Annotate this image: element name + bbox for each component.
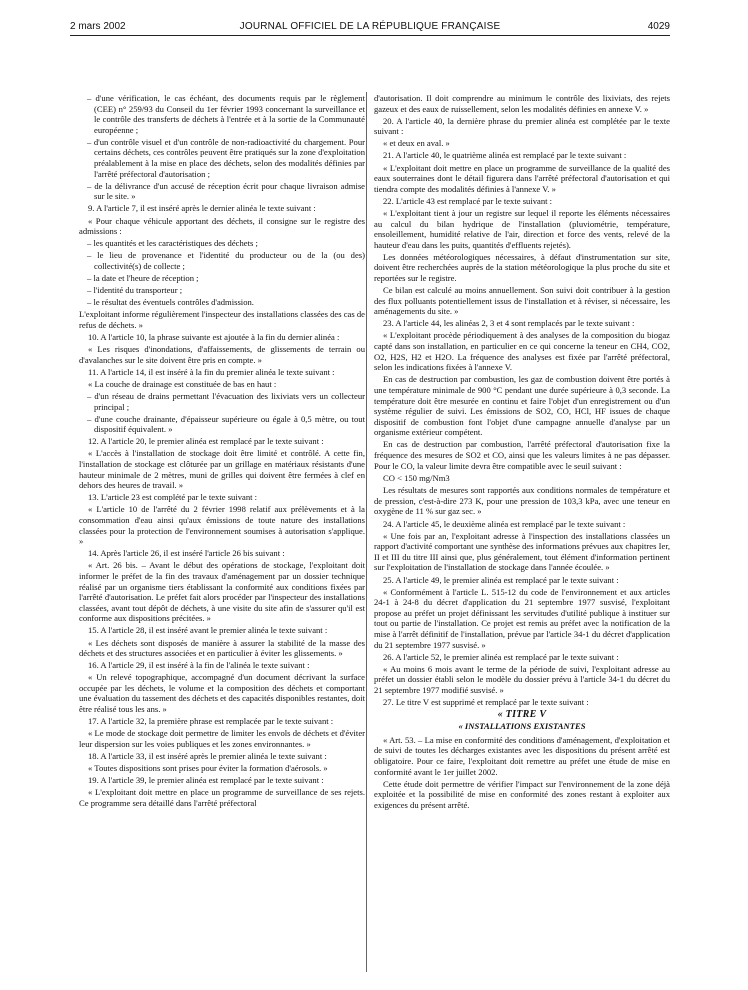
paragraph: 18. A l'article 33, il est inséré après le premier alinéa le texte suivant : — [88, 750, 327, 761]
paragraph: 10. A l'article 10, la phrase suivante est ajoutée à la fin du dernier alinéa : — [88, 331, 340, 342]
paragraph: « Un relevé topographique, accompagné d'un document décrivant la surface occupée par les déchets, le volume et la composition des déchets et comportant une évaluation du tassement des déchets et des capacités disponibles restantes, doit être réalisé tous les ans. » — [79, 672, 365, 715]
paragraph: 21. A l'article 40, le quatrième alinéa est remplacé par le texte suivant : — [383, 150, 627, 161]
list-item: – le résultat des éventuels contrôles d'admission. — [87, 297, 254, 308]
paragraph: « Art. 26 bis. – Avant le début des opérations de stockage, l'exploitant doit informer le préfet de la fin des travaux d'aménagement par un dossier technique réalisé par un organisme tiers établissant la conformité aux conditions fixées par l'arrêté d'autorisation. Le préfet fait alors procéder par l'inspecteur des installations classées, avant tout dépôt de déchets, à une visite du site afin de s'assurer qu'il est conforme aux dispositions précitées. » — [79, 560, 365, 624]
page-header — [70, 19, 670, 35]
paragraph: 12. A l'article 20, le premier alinéa est remplacé par le texte suivant : — [88, 436, 324, 447]
page-number: 4029 — [647, 21, 670, 32]
section-subtitle: « INSTALLATIONS EXISTANTES — [458, 721, 586, 732]
journal-title: JOURNAL OFFICIEL DE LA RÉPUBLIQUE FRANÇAISE — [239, 21, 501, 32]
paragraph: En cas de destruction par combustion, les gaz de combustion doivent être portés à une température minimale de 900 °C pendant une durée supérieure à 0,3 seconde. La température doit être mesurée en continu et faire l'objet d'un enregistrement ou d'un système régulier de suivi. Les émissions de SO2, CO, HCl, HF issues de chaque dispositif de combustion font l'objet d'une campagne annuelle d'analyse par un organisme extérieur compétent. — [374, 374, 670, 438]
paragraph: 20. A l'article 40, la dernière phrase du premier alinéa est complétée par le texte suivant : — [374, 115, 670, 137]
left-column — [79, 93, 365, 810]
paragraph: « L'exploitant doit mettre en place un programme de surveillance de la qualité des eaux souterraines dont le détail figurera dans l'arrêté préfectoral d'autorisation et qui tiendra compte des modalités définies à l'annexe V. » — [374, 162, 670, 194]
paragraph: « Conformément à l'article L. 515-12 du code de l'environnement et aux articles 24-1 à 24-8 du décret d'application du 21 septembre 1977 susvisé, l'exploitant propose au préfet un projet définissant les servitudes d'utilité publique à instituer sur tout ou partie de l'installation. Ce projet est remis au préfet avec la notification de la mise à l'arrêt définitif de l'installation, prévue par l'article 34-1 du décret d'application du 21 septembre 1977 susvisé. » — [374, 586, 670, 650]
list-item: – le lieu de provenance et l'identité du producteur ou de la (ou des) collectivité(s) de collecte ; — [87, 250, 365, 271]
paragraph: 14. Après l'article 26, il est inséré l'article 26 bis suivant : — [88, 548, 285, 559]
paragraph: 23. A l'article 44, les alinéas 2, 3 et 4 sont remplacés par le texte suivant : — [383, 318, 635, 329]
paragraph: 22. L'article 43 est remplacé par le texte suivant : — [383, 195, 553, 206]
paragraph: – de la délivrance d'un accusé de réception écrit pour chaque livraison admise sur le site. » — [87, 180, 365, 202]
paragraph: « L'exploitant doit mettre en place un programme de surveillance de ses rejets. Ce programme sera détaillé dans l'arrêté préfectoral — [79, 787, 365, 808]
list-item: – d'un réseau de drains permettant l'évacuation des lixiviats vers un collecteur principal ; — [87, 390, 365, 412]
paragraph: 26. A l'article 52, le premier alinéa est remplacé par le texte suivant : — [383, 651, 619, 662]
paragraph: « Toutes dispositions sont prises pour éviter la formation d'aérosols. » — [88, 763, 328, 774]
paragraph: « L'accès à l'installation de stockage doit être limité et contrôlé. A cette fin, l'installation de stockage est clôturée par un grillage en matériaux résistants d'une hauteur minimale de 2 mètres, muni de grilles qui doivent être fermées à clef en dehors des heures de travail. » — [79, 448, 365, 491]
paragraph: « L'article 10 de l'arrêté du 2 février 1998 relatif aux prélèvements et à la consommation d'eau ainsi qu'aux émissions de toute nature des installations classées pour la protection de l'environnement soumises à autorisation s'applique. » — [79, 504, 365, 547]
right-column — [374, 93, 670, 812]
paragraph: 25. A l'article 49, le premier alinéa est remplacé par le texte suivant : — [383, 574, 619, 585]
paragraph: « Art. 53. – La mise en conformité des conditions d'aménagement, d'exploitation et de suivi de toutes les décharges existantes avec les dispositions du présent arrêté est obligatoire. Pour ce faire, l'exploitant doit remettre au préfet une étude de mise en conformité avant le 1er juillet 2002. — [374, 734, 670, 777]
paragraph: – d'une vérification, le cas échéant, des documents requis par le règlement (CEE) n° 259/93 du Conseil du 1er février 1993 concernant la surveillance et le contrôle des transferts de déchets à l'entrée et à la sortie de la Communauté européenne ; — [87, 93, 365, 135]
paragraph: En cas de destruction par combustion, l'arrêté préfectoral d'autorisation fixe la fréquence des mesures de SO2 et CO, ainsi que les valeurs limites à ne pas dépasser. Pour le CO, la valeur limite devra être compatible avec le seuil suivant : — [374, 439, 670, 471]
list-item: – les quantités et les caractéristiques des déchets ; — [87, 238, 258, 249]
formula: CO < 150 mg/Nm3 — [383, 472, 450, 483]
column-divider — [366, 92, 367, 972]
paragraph: « La couche de drainage est constituée de bas en haut : — [88, 378, 277, 389]
paragraph: 15. A l'article 28, il est inséré avant le premier alinéa le texte suivant : — [88, 625, 328, 636]
list-item: – d'une couche drainante, d'épaisseur supérieure ou égale à 0,5 mètre, ou tout dispositif équivalent. » — [87, 413, 365, 435]
paragraph: 13. L'article 23 est complété par le texte suivant : — [88, 492, 258, 503]
paragraph: « Pour chaque véhicule apportant des déchets, il consigne sur le registre des admissions : — [79, 215, 365, 237]
paragraph: d'autorisation. Il doit comprendre au minimum le contrôle des lixiviats, des rejets gazeux et des eaux de ruissellement, selon les modalités définies en annexe V. » — [374, 93, 670, 114]
paragraph: « Une fois par an, l'exploitant adresse à l'inspection des installations classées un rapport d'activité comportant une synthèse des informations prévues aux chapitres Ier, II et III du titre III ainsi que, plus généralement, tout élément d'information pertinent sur l'exploitation de l'installation de stockage dans l'année écoulée. » — [374, 530, 670, 573]
paragraph: « et deux en aval. » — [383, 138, 450, 149]
paragraph: 27. Le titre V est supprimé et remplacé par le texte suivant : — [383, 697, 589, 708]
paragraph: 19. A l'article 39, le premier alinéa est remplacé par le texte suivant : — [88, 775, 324, 786]
section-title: « TITRE V — [497, 708, 547, 720]
paragraph: « L'exploitant tient à jour un registre sur lequel il reporte les éléments nécessaires au calcul du bilan hydrique de l'installation (pluviométrie, température, ensoleillement, humidité relative de l'air, direction et force des vents, relevé de la hauteur d'eau dans les puits, quantités d'effluents rejetés). — [374, 207, 670, 250]
paragraph: – d'un contrôle visuel et d'un contrôle de non-radioactivité du chargement. Pour certains déchets, ces contrôles peuvent être pratiqués sur la zone d'exploitation préalablement à la mise en place des déchets, selon des modalités définies par l'arrêté préfectoral d'autorisation ; — [87, 136, 365, 179]
header-rule — [70, 35, 670, 36]
paragraph: 17. A l'article 32, la première phrase est remplacée par le texte suivant : — [88, 716, 334, 727]
paragraph: 9. A l'article 7, il est inséré après le dernier alinéa le texte suivant : — [88, 203, 316, 214]
paragraph: Les résultats de mesures sont rapportés aux conditions normales de température et de pression, c'est-à-dire 273 K, pour une pression de 103,3 kPa, avec une teneur en oxygène de 11 % sur gaz sec. » — [374, 485, 670, 517]
list-item: – l'identité du transporteur ; — [87, 285, 183, 296]
list-item: – la date et l'heure de réception ; — [87, 273, 199, 283]
paragraph: L'exploitant informe régulièrement l'inspecteur des installations classées des cas de refus de déchets. » — [79, 309, 365, 330]
paragraph: « L'exploitant procède périodiquement à des analyses de la composition du biogaz capté dans son installation, en particulier en ce qui concerne la teneur en CH4, CO2, O2, H2S, H2 et H2O. La fréquence des analyses est fixée par l'arrêté préfectoral, selon les indications fixées à l'annexe V. — [374, 330, 670, 373]
paragraph: « Au moins 6 mois avant le terme de la période de suivi, l'exploitant adresse au préfet un dossier établi selon le modèle du dossier prévu à l'article 34-1 du décret du 21 septembre 1977 modifié susvisé. » — [374, 663, 670, 695]
paragraph: « Les risques d'inondations, d'affaissements, de glissements de terrain ou d'avalanches sur le site doivent être pris en compte. » — [79, 344, 365, 365]
paragraph: 24. A l'article 45, le deuxième alinéa est remplacé par le texte suivant : — [383, 518, 626, 529]
paragraph: Ce bilan est calculé au moins annuellement. Son suivi doit contribuer à la gestion des flux polluants potentiellement issus de l'installation et à réviser, si nécessaire, les aménagements du site. » — [374, 285, 670, 317]
paragraph: Les données météorologiques nécessaires, à défaut d'instrumentation sur site, doivent être recherchées auprès de la station météorologique la plus proche du site et reportées sur le registre. — [374, 251, 670, 283]
paragraph: Cette étude doit permettre de vérifier l'impact sur l'environnement de la zone déjà exploitée et la possibilité de mise en conformité des zones restant à exploiter aux exigences du présent arrêté. — [374, 778, 670, 810]
paragraph: 11. A l'article 14, il est inséré à la fin du premier alinéa le texte suivant : — [88, 366, 335, 377]
paragraph: 16. A l'article 29, il est inséré à la fin de l'alinéa le texte suivant : — [88, 660, 310, 671]
publication-date: 2 mars 2002 — [70, 21, 126, 32]
paragraph: « Les déchets sont disposés de manière à assurer la stabilité de la masse des déchets et des structures associées et en particulier à éviter les glissements. » — [79, 637, 365, 659]
paragraph: « Le mode de stockage doit permettre de limiter les envols de déchets et d'éviter leur dispersion sur les voies publiques et les zones environnantes. » — [79, 728, 365, 749]
